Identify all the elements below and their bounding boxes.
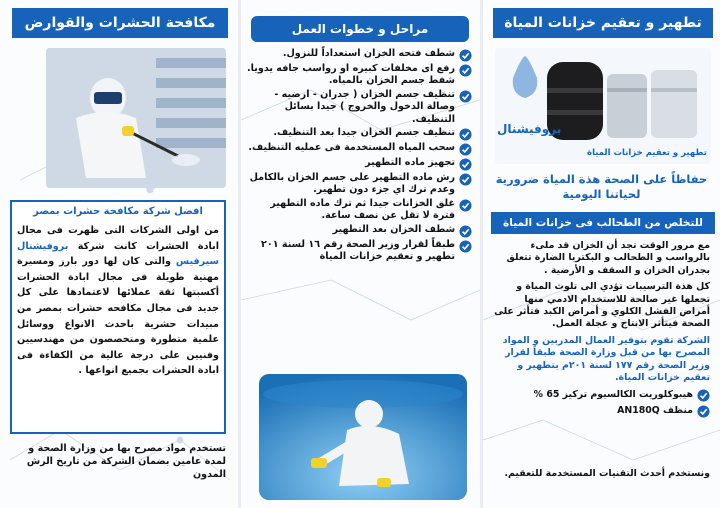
check-icon <box>459 225 472 238</box>
box-text-2: والتى كان لها دور بارز ومسيرة مهنية طويلة فى مجال ابادة الحشرات أكسبتها ثقة عملائها لاعتمادها على كل جديد فى مجال مكافحه حشرات بمصر من مبيدات حشرية باحدث الانواع ووسائل علمية متطورة ومتخصصون من مهندسيين وفنيين على درجة عالية من الكفاءة فى ابادة الحشرات بجميع انواعها . <box>17 256 219 377</box>
step-text: تجهيز ماده التطهير <box>365 157 455 169</box>
check-icon <box>459 64 472 77</box>
right-body <box>493 240 710 420</box>
slogan: حفاظاً على الصحة هذة المياة ضرورية لحياتنا اليومية <box>495 172 708 201</box>
check-icon <box>697 389 710 402</box>
left-title: مكافحة الحشرات والقوارض <box>12 8 228 38</box>
step-text: طبقاً لقرار وزير الصحة رقم ١٦ لسنة ٢٠١ تطهير و تعقيم خزانات المياة <box>261 238 455 263</box>
box-body <box>17 223 219 379</box>
step-item <box>247 127 472 141</box>
chemical-item-1 <box>493 388 710 402</box>
water-tanks-photo <box>495 48 711 164</box>
step-item <box>247 63 472 88</box>
tank-cleaning-photo <box>259 374 467 500</box>
step-item <box>247 172 472 197</box>
box-text-1: من اولى الشركات التى ظهرت فى مجال ابادة الحشرات كانت شركة <box>17 225 219 252</box>
step-item <box>247 239 472 264</box>
paragraph-2: كل هذة الترسيبات تؤدي الى تلوث المياة و تجعلها غير صالحة للاستخدام الادمي منها أمراض الفشل الكلوي و أمراض الكبد فتأثر على الصحة فيتأثر الانتاج و عجلة العمل. <box>494 281 710 330</box>
check-icon <box>459 173 472 186</box>
middle-title: مراحل و خطوات العمل <box>251 16 469 42</box>
middle-panel <box>241 0 480 508</box>
step-text: رش ماده التطهير على جسم الخزان بالكامل وعدم ترك اي جزء دون تطهير. <box>249 172 455 196</box>
chemical-item-2 <box>493 404 710 418</box>
worker-spraying-illustration <box>46 48 226 188</box>
paragraph-1: مع مرور الوقت تجد أن الخزان قد ملىء بالرواسب و الطحالب و البكتريا الضارة تتعلق بجدران الخزان و السقف و الأرضية . <box>506 240 710 276</box>
step-item <box>247 48 472 62</box>
step-item <box>247 224 472 238</box>
pest-control-photo <box>46 48 226 188</box>
check-icon <box>459 49 472 62</box>
steps-list <box>247 48 472 264</box>
check-icon <box>697 405 710 418</box>
check-icon <box>459 199 472 212</box>
step-text: تنظيف جسم الخزان ( جدران - ارضيه - وصالة الدخول والخروج ) جيدا بسائل التنظيف. <box>274 88 455 125</box>
step-item <box>247 142 472 156</box>
right-title: تطهير و تعقيم خزانات المياة <box>493 8 713 38</box>
subtitle-bar: للتخلص من الطحالب فى خزانات المياة <box>491 212 715 234</box>
step-text: غلق الخزانات جيدا ثم ترك ماده التطهير فترة لا تقل عن نصف ساعة. <box>270 197 455 222</box>
step-text: تنظيف جسم الخزان جيدا بعد التنظيف. <box>273 127 455 139</box>
check-icon <box>459 240 472 253</box>
box-brand-name: بروفيشنال سيرفيس <box>17 240 219 268</box>
left-footer: تستخدم مواد مصرح بها من وزارة الصحة و لمدة عامين بضمان الشركة من تاريخ الرش المدون <box>26 443 226 480</box>
brand-name: بروفيشنال <box>497 122 562 136</box>
step-text: رفع اى مخلفات كبيره او رواسب جافه يدويا. شفط جسم الخزان بالمياه. <box>247 63 455 87</box>
best-company-box <box>10 200 226 434</box>
box-title: افضل شركة مكافحة حشرات بمصر <box>33 206 203 217</box>
paragraph-3: الشركة تقوم بتوفير العمال المدربين و المواد المصرح بها من قبل وزارة الصحة طبقاً لقرار وزير الصحة رقم ١٧٧ لسنة ٢٠١م بتطهير و تعقيم خزانات المياة. <box>502 334 710 384</box>
worker-cleaning-tank-illustration <box>259 374 467 500</box>
check-icon <box>459 143 472 156</box>
step-text: شطف فتحه الخزان استعداداً للنزول. <box>282 48 455 59</box>
check-icon <box>459 158 472 171</box>
chemical-label-1: هيبوكلوريت الكالسيوم تركيز 65 % <box>533 389 693 401</box>
right-panel <box>483 0 720 508</box>
step-item <box>247 157 472 171</box>
step-text: سحب المياه المستخدمة فى عمليه التنظيف. <box>248 142 455 154</box>
step-item <box>247 89 472 126</box>
left-panel <box>0 0 238 508</box>
water-tanks-illustration <box>495 48 711 164</box>
right-footer: ونستخدم أحدث التقنيات المستخدمة للتعقيم. <box>504 468 710 479</box>
photo-caption: تطهير و تعقيم خزانات المياة <box>587 148 707 158</box>
step-item <box>247 198 472 223</box>
check-icon <box>459 128 472 141</box>
step-text: شطف الخزان بعد التطهير <box>332 223 455 235</box>
check-icon <box>459 90 472 103</box>
chemical-label-2: منظف AN180Q <box>617 405 693 417</box>
